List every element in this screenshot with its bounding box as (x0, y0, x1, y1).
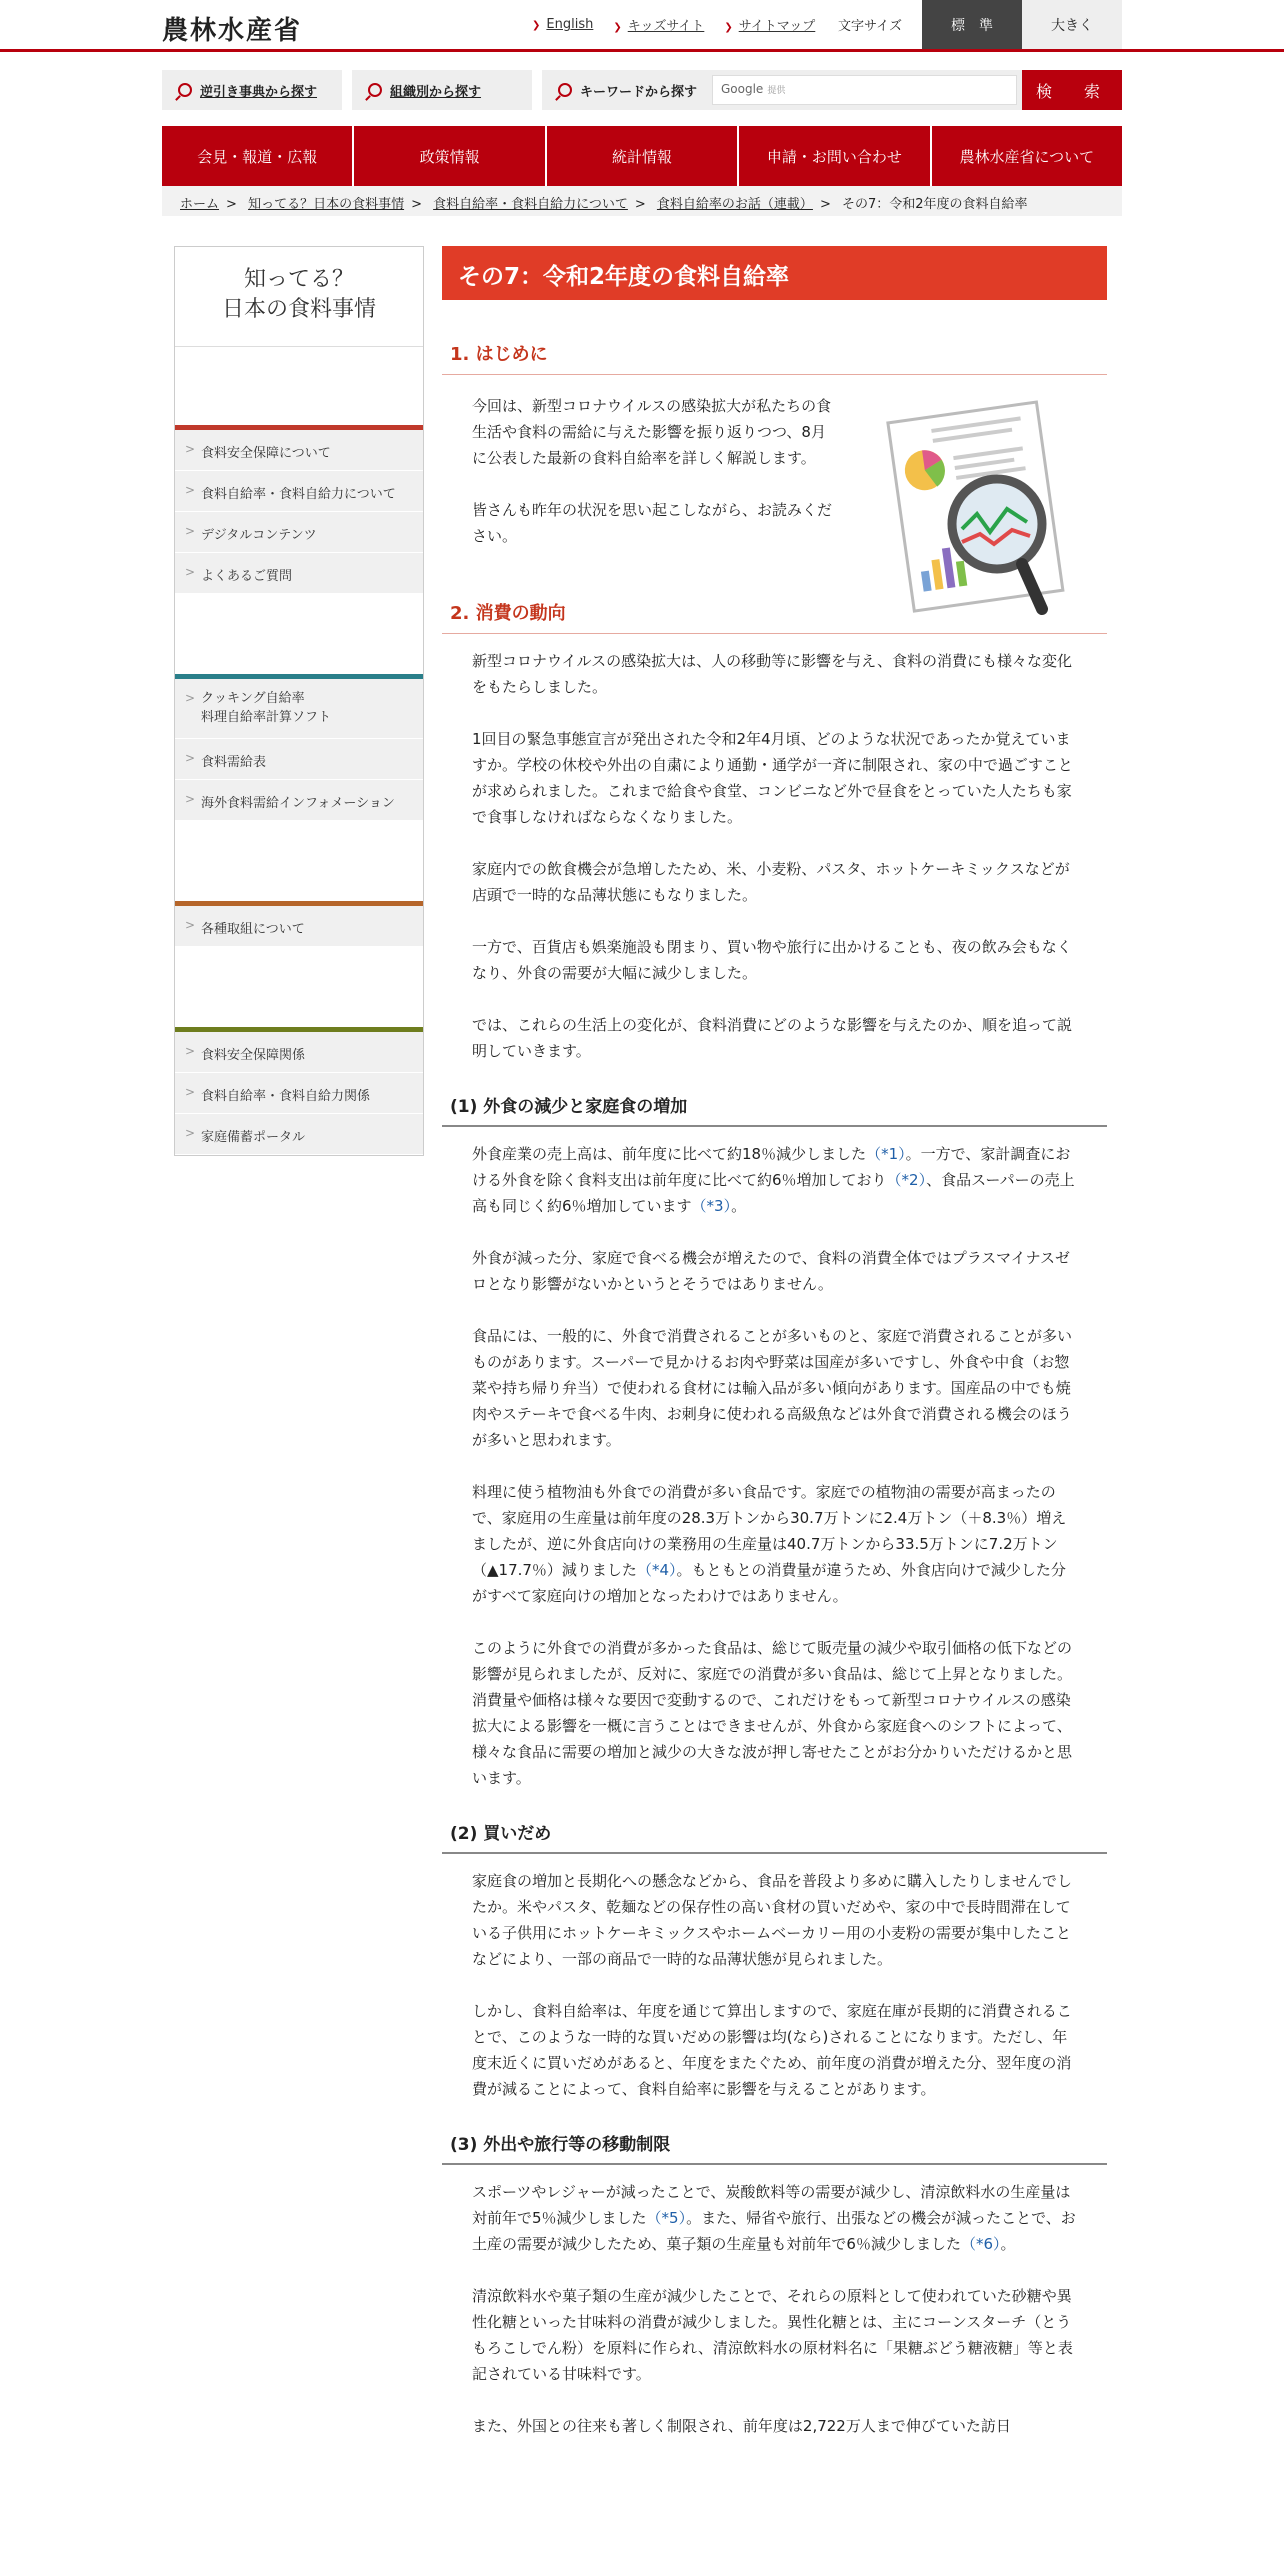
subsection-heading: (3) 外出や旅行等の移動制限 (442, 2130, 1107, 2165)
paragraph: 一方で、百貨店も娯楽施設も閉まり、買い物や旅行に出かけることも、夜の飲み会もなくなり、外食の需要が大幅に減少しました。 (472, 938, 1072, 982)
org-search-button[interactable]: 組織別から探す (352, 70, 532, 110)
chevron-right-icon: ❯ (724, 22, 733, 33)
breadcrumb-series[interactable]: 食料自給率のお話（連載） (656, 197, 813, 212)
search-icon (368, 83, 382, 97)
nav-about[interactable]: 農林水産省について (932, 126, 1122, 186)
reverse-index-search-button[interactable]: 逆引き事典から探す (162, 70, 342, 110)
chevron-right-icon: ❯ (613, 22, 622, 33)
section-heading: 2. 消費の動向 (442, 599, 1107, 634)
sidebar-item[interactable]: > 食料安全保障について (175, 430, 423, 471)
breadcrumb-home[interactable]: ホーム (180, 197, 220, 212)
font-size-standard-button[interactable]: 標 準 (922, 0, 1022, 49)
breadcrumb-current: その7：令和2年度の食料自給率 (841, 197, 1028, 212)
search-input[interactable]: Google 提供 (712, 75, 1017, 105)
paragraph: また、外国との往来も著しく制限され、前年度は2,722万人まで伸びていた訪日 (472, 2417, 1011, 2435)
paragraph: 外食が減った分、家庭で食べる機会が増えたので、食料の消費全体ではプラスマイナスゼロとなり影響がないかというとそうではありません。 (472, 1249, 1071, 1293)
search-submit-button[interactable]: 検 索 (1022, 70, 1122, 110)
paragraph: 今回は、新型コロナウイルスの感染拡大が私たちの食生活や食料の需給に与えた影響を振り返りつつ、8月に公表した最新の食料自給率を詳しく解説します。 (472, 397, 832, 467)
nav-policy[interactable]: 政策情報 (354, 126, 544, 186)
sidebar-item[interactable]: > よくあるご質問 (175, 553, 423, 594)
sidebar-item[interactable]: > 食料自給率・食料自給力関係 (175, 1073, 423, 1114)
footnote-link[interactable]: （*4） (636, 1561, 677, 1579)
kids-site-link[interactable]: キッズサイト (627, 19, 705, 34)
search-icon (178, 83, 192, 97)
footnote-link[interactable]: （*3） (691, 1197, 732, 1215)
paragraph: 家庭食の増加と長期化への懸念などから、食品を普段より多めに購入したりしませんでしたか。米やパスタ、乾麺などの保存性の高い食材の買いだめや、家の中で長時間滞在している子供用にホットケーキミックスやホームベーカリー用の小麦粉の需要が集中したことなどにより、一部の商品で一時的な品薄状態が見られました。 (472, 1872, 1073, 1968)
font-size-large-button[interactable]: 大きく (1022, 0, 1122, 49)
sidebar-group (175, 674, 423, 821)
footnote-link[interactable]: （*2） (886, 1171, 927, 1189)
breadcrumb: ホーム > 知ってる？日本の食料事情 > 食料自給率・食料自給力について > 食料自給率のお話（連載） > その7：令和2年度の食料自給率 (162, 186, 1122, 216)
footnote-link[interactable]: （*6） (960, 2235, 1001, 2253)
keyword-search-area: キーワードから探す (542, 70, 1022, 110)
sitemap-link[interactable]: サイトマップ (738, 19, 816, 34)
paragraph: 料理に使う植物油も外食での消費が多い食品です。家庭での植物油の需要が高まったので、家庭用の生産量は前年度の28.3万トンから30.7万トンに2.4万トン（＋8.3％）増えましたが、逆に外食店向けの業務用の生産量は40.7万トンから33.5万トンに7.2万トン（▲17.7％）減りました（*4）。もともとの消費量が違うため、外食店向けで減少した分がすべて家庭向けの増加となったわけではありません。 (472, 1483, 1067, 1605)
paragraph: では、これらの生活上の変化が、食料消費にどのような影響を与えたのか、順を追って説明していきます。 (472, 1016, 1073, 1060)
sidebar-logo[interactable]: 知ってる？ 日本の食料事情 (175, 247, 423, 347)
search-bar (162, 70, 1122, 110)
search-icon (558, 83, 572, 97)
paragraph: しかし、食料自給率は、年度を通じて算出しますので、家庭在庫が長期的に消費されることで、このような一時的な買いだめの影響は均(なら)されることになります。ただし、年度末近くに買いだめがあると、年度をまたぐため、前年度の消費が増えた分、翌年度の消費が減ることによって、食料自給率に影響を与えることがあります。 (472, 2002, 1072, 2098)
sidebar-item[interactable]: > 食料自給率・食料自給力について (175, 471, 423, 512)
sidebar-item[interactable]: > 海外食料需給インフォメーション (175, 780, 423, 821)
breadcrumb-self-sufficiency[interactable]: 食料自給率・食料自給力について (433, 197, 628, 212)
sidebar-item[interactable]: > デジタルコンテンツ (175, 512, 423, 553)
english-link[interactable]: English (546, 17, 594, 32)
sidebar-item[interactable]: > 食料需給表 (175, 739, 423, 780)
font-size-label: 文字サイズ (838, 19, 902, 34)
nav-application[interactable]: 申請・お問い合わせ (739, 126, 929, 186)
subsection-heading: (2) 買いだめ (442, 1819, 1107, 1854)
chevron-right-icon: ❯ (532, 20, 541, 31)
breadcrumb-food-situation[interactable]: 知ってる？日本の食料事情 (248, 197, 405, 212)
sidebar-item[interactable]: > 家庭備蓄ポータル (175, 1114, 423, 1155)
site-header (0, 0, 1284, 52)
paragraph: 外食産業の売上高は、前年度に比べて約18％減少しました（*1）。一方で、家計調査における外食を除く食料支出は前年度に比べて約6％増加しており（*2）、食品スーパーの売上高も同じく約6％増加しています（*3）。 (472, 1145, 1075, 1215)
paragraph: 清涼飲料水や菓子類の生産が減少したことで、それらの原料として使われていた砂糖や異性化糖といった甘味料の消費が減少しました。異性化糖とは、主にコーンスターチ（とうもろこしでん粉）を原料に作られ、清涼飲料水の原材料名に「果糖ぶどう糖液糖」等と表記されている甘味料です。 (472, 2287, 1073, 2383)
footnote-link[interactable]: （*5） (646, 2209, 687, 2227)
nav-statistics[interactable]: 統計情報 (547, 126, 737, 186)
paragraph: 新型コロナウイルスの感染拡大は、人の移動等に影響を与え、食料の消費にも様々な変化をもたらしました。 (472, 652, 1073, 696)
section-heading: 1. はじめに (442, 340, 1107, 375)
sidebar (174, 246, 424, 1156)
paragraph: 1回目の緊急事態宣言が発出された令和2年4月頃、どのような状況であったか覚えていますか。学校の休校や外出の自粛により通勤・通学が一斉に制限され、家の中で過ごすことが求められました。これまで給食や食堂、コンビニなど外で昼食をとっていた人たちも家で食事しなければならなくなりました。 (472, 730, 1073, 826)
footnote-link[interactable]: （*1） (866, 1145, 906, 1163)
global-nav (162, 126, 1122, 186)
sidebar-item[interactable]: > 食料安全保障関係 (175, 1032, 423, 1073)
subsection-heading: (1) 外食の減少と家庭食の増加 (442, 1092, 1107, 1127)
paragraph: 皆さんも昨年の状況を思い起こしながら、お読みください。 (472, 501, 833, 545)
sidebar-group (175, 901, 423, 947)
article (442, 246, 1107, 2439)
site-logo[interactable]: 農林水産省 (162, 16, 303, 46)
paragraph: このように外食での消費が多かった食品は、総じて販売量の減少や取引価格の低下などの影響が見られましたが、反対に、家庭での消費が多い食品は、総じて上昇となりました。消費量や価格は様々な要因で変動するので、これだけをもって新型コロナウイルスの感染拡大による影響を一概に言うことはできませんが、外食から家庭食へのシフトによって、様々な食品に需要の増加と減少の大きな波が押し寄せたことがお分かりいただけるかと思います。 (472, 1639, 1073, 1787)
sidebar-item[interactable]: > 各種取組について (175, 906, 423, 947)
paragraph: 食品には、一般的に、外食で消費されることが多いものと、家庭で消費されることが多いものがあります。スーパーで見かけるお肉や野菜は国産が多いですし、外食や中食（お惣菜や持ち帰り弁当）で使われる食材には輸入品が多い傾向があります。国産品の中でも焼肉やステーキで食べる牛肉、お刺身に使われる高級魚などは外食で消費される機会のほうが多いと思われます。 (472, 1327, 1073, 1449)
sidebar-group (175, 1027, 423, 1155)
report-magnifier-illustration (882, 394, 1072, 634)
paragraph: 家庭内での飲食機会が急増したため、米、小麦粉、パスタ、ホットケーキミックスなどが店頭で一時的な品薄状態にもなりました。 (472, 860, 1070, 904)
utility-links (532, 15, 815, 34)
sidebar-group (175, 425, 423, 594)
paragraph: スポーツやレジャーが減ったことで、炭酸飲料等の需要が減少し、清涼飲料水の生産量は対前年で5％減少しました（*5）。また、帰省や旅行、出張などの機会が減ったことで、お土産の需要が減少したため、菓子類の生産量も対前年で6％減少しました（*6）。 (472, 2183, 1076, 2253)
sidebar-item-cooking[interactable]: > クッキング自給率 料理自給率計算ソフト (175, 679, 423, 739)
page-title: その7：令和2年度の食料自給率 (442, 246, 1107, 300)
nav-press[interactable]: 会見・報道・広報 (162, 126, 352, 186)
